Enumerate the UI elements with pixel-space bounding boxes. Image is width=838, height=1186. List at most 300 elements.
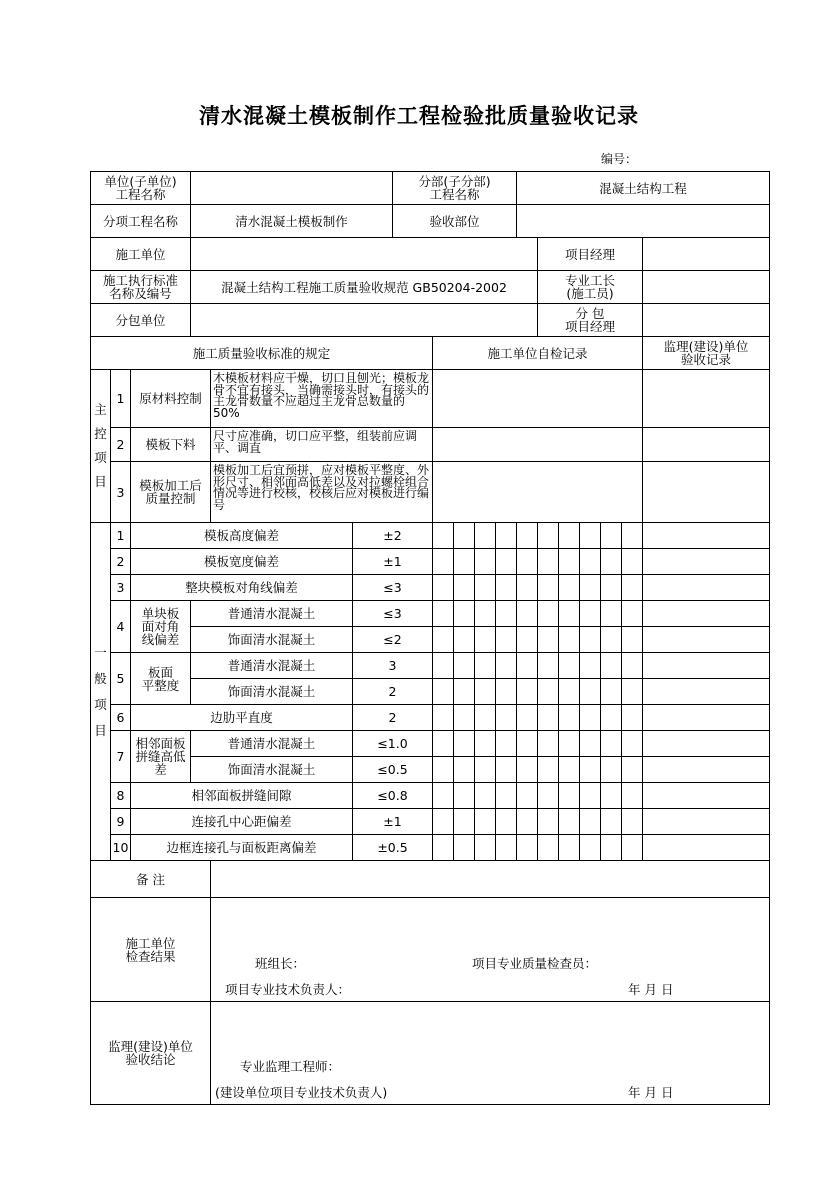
- general-tolerance: [352, 704, 433, 731]
- measurement-cell[interactable]: [474, 678, 496, 705]
- general-tolerance: [352, 600, 433, 627]
- measurement-cell[interactable]: [558, 782, 580, 809]
- general-tolerance: [352, 522, 433, 549]
- general-sub-name: [190, 652, 353, 679]
- measurement-cell[interactable]: [474, 704, 496, 731]
- main-item-no: [110, 461, 131, 523]
- measurement-cell[interactable]: [474, 522, 496, 549]
- measurement-cell[interactable]: [600, 756, 622, 783]
- measurement-cell[interactable]: [432, 756, 454, 783]
- item-project-label-text: 分项工程名称: [102, 213, 178, 229]
- column-supervision-text: 监理(建设)单位 验收记录: [663, 339, 749, 367]
- measurement-cell[interactable]: [495, 704, 517, 731]
- measurement-cell[interactable]: [474, 808, 496, 835]
- measurement-cell[interactable]: [558, 730, 580, 757]
- measurement-cell[interactable]: [600, 600, 622, 627]
- general-item-no: [110, 522, 131, 549]
- measurement-cell[interactable]: [495, 548, 517, 575]
- general-supervision-field[interactable]: [642, 730, 770, 757]
- supervision-result-label-text: 监理(建设)单位 验收结论: [108, 1039, 193, 1067]
- measurement-cell[interactable]: [495, 652, 517, 679]
- measurement-cell[interactable]: [558, 652, 580, 679]
- general-label: [90, 522, 111, 861]
- sub-division-field-text: 混凝土结构工程: [599, 180, 687, 196]
- project-manager-field[interactable]: [642, 237, 770, 271]
- measurement-cell[interactable]: [558, 808, 580, 835]
- main-supervision-field[interactable]: [642, 461, 770, 523]
- sub-manager-label: [537, 303, 643, 337]
- general-tolerance-text: ≤2: [383, 632, 402, 647]
- measurement-cell[interactable]: [453, 600, 475, 627]
- team-leader-label: 班组长：: [255, 956, 306, 971]
- general-item-name: [130, 574, 353, 601]
- measurement-cell[interactable]: [432, 600, 454, 627]
- main-self-check-field[interactable]: [432, 427, 643, 462]
- measurement-cell[interactable]: [537, 704, 559, 731]
- general-tolerance-text: 2: [388, 684, 397, 699]
- measurement-cell[interactable]: [516, 548, 538, 575]
- general-sub-name: [190, 730, 353, 757]
- general-tolerance-text: ±2: [383, 528, 402, 543]
- main-item-desc: [210, 369, 433, 428]
- measurement-cell[interactable]: [453, 782, 475, 809]
- measurement-cell[interactable]: [432, 782, 454, 809]
- measurement-cell[interactable]: [432, 522, 454, 549]
- general-supervision-field[interactable]: [642, 782, 770, 809]
- measurement-cell[interactable]: [432, 834, 454, 861]
- general-item-no-text: 8: [116, 788, 125, 803]
- general-tolerance: [352, 782, 433, 809]
- general-tolerance-text: ≤3: [383, 580, 402, 595]
- general-supervision-field[interactable]: [642, 704, 770, 731]
- measurement-cell[interactable]: [600, 522, 622, 549]
- subcontractor-label-text: 分包单位: [115, 312, 166, 328]
- measurement-cell[interactable]: [537, 548, 559, 575]
- supervision-engineer-label: 专业监理工程师：: [240, 1059, 341, 1074]
- measurement-cell[interactable]: [495, 782, 517, 809]
- unit-project-label: [90, 171, 191, 205]
- measurement-cell[interactable]: [558, 704, 580, 731]
- general-item-no: [110, 574, 131, 601]
- measurement-cell[interactable]: [579, 574, 601, 601]
- general-tolerance-text: ≤0.5: [377, 762, 408, 777]
- measurement-cell[interactable]: [516, 678, 538, 705]
- measurement-cell[interactable]: [600, 678, 622, 705]
- main-item-no-text: 3: [116, 484, 125, 500]
- remarks-label: [90, 860, 211, 898]
- acceptance-part-label-text: 验收部位: [429, 213, 480, 229]
- main-control-label: [90, 369, 111, 523]
- measurement-cell[interactable]: [516, 626, 538, 653]
- measurement-cell[interactable]: [516, 600, 538, 627]
- measurement-cell[interactable]: [453, 548, 475, 575]
- general-tolerance-text: ≤0.8: [377, 788, 408, 803]
- general-item-name-text: 整块模板对角线偏差: [185, 580, 298, 595]
- general-sub-name: [190, 626, 353, 653]
- remarks-field[interactable]: [210, 860, 770, 898]
- measurement-cell[interactable]: [453, 704, 475, 731]
- measurement-cell[interactable]: [621, 522, 643, 549]
- item-project-label: [90, 204, 191, 238]
- main-item-no-text: 1: [116, 391, 125, 406]
- general-tolerance: [352, 574, 433, 601]
- general-item-no-text: 6: [116, 710, 125, 725]
- sub-division-label: [392, 171, 517, 205]
- measurement-cell[interactable]: [432, 626, 454, 653]
- measurement-cell[interactable]: [453, 756, 475, 783]
- measurement-cell[interactable]: [453, 574, 475, 601]
- column-standard-text: 施工质量验收标准的规定: [192, 345, 331, 361]
- quality-inspector-label: 项目专业质量检查员：: [472, 956, 598, 971]
- general-tolerance: [352, 730, 433, 757]
- general-tolerance: [352, 652, 433, 679]
- general-item-no: [110, 652, 131, 705]
- general-tolerance-text: 2: [388, 710, 397, 725]
- sub-manager-field[interactable]: [642, 303, 770, 337]
- general-item-name: [130, 808, 353, 835]
- measurement-cell[interactable]: [432, 652, 454, 679]
- measurement-cell[interactable]: [579, 808, 601, 835]
- general-tolerance-text: ±0.5: [377, 840, 408, 855]
- measurement-cell[interactable]: [516, 756, 538, 783]
- general-item-no-text: 2: [116, 554, 125, 569]
- general-item-no: [110, 600, 131, 653]
- general-tolerance: [352, 808, 433, 835]
- measurement-cell[interactable]: [474, 834, 496, 861]
- main-item-desc-text: 尺寸应准确，切口应平整，组装前应调平、调直: [213, 429, 418, 455]
- column-self-check-text: 施工单位自检记录: [487, 345, 588, 361]
- measurement-cell[interactable]: [579, 756, 601, 783]
- main-item-desc-text: 木模板材料应干燥，切口且刨光；模板龙骨不宜有接头，当确需接头时，有接头的主龙骨数量不应超过主龙骨总数量的50%: [213, 371, 430, 420]
- measurement-cell[interactable]: [432, 730, 454, 757]
- measurement-cell[interactable]: [621, 756, 643, 783]
- measurement-cell[interactable]: [516, 522, 538, 549]
- measurement-cell[interactable]: [621, 600, 643, 627]
- measurement-cell[interactable]: [621, 808, 643, 835]
- general-supervision-field[interactable]: [642, 808, 770, 835]
- general-item-no: [110, 730, 131, 783]
- general-sub-name-text: 饰面清水混凝土: [227, 684, 316, 699]
- measurement-cell[interactable]: [579, 704, 601, 731]
- measurement-cell[interactable]: [558, 522, 580, 549]
- subcontractor-label: [90, 303, 191, 337]
- measurement-cell[interactable]: [579, 730, 601, 757]
- measurement-cell[interactable]: [558, 600, 580, 627]
- measurement-cell[interactable]: [579, 782, 601, 809]
- general-item-no: [110, 548, 131, 575]
- measurement-cell[interactable]: [537, 600, 559, 627]
- acceptance-part-field[interactable]: [516, 204, 770, 238]
- measurement-cell[interactable]: [621, 704, 643, 731]
- item-project-field[interactable]: [190, 204, 393, 238]
- main-control-label-text: 主 控 项 目: [94, 402, 107, 489]
- measurement-cell[interactable]: [537, 834, 559, 861]
- owner-tech-lead-label: (建设单位项目专业技术负责人): [215, 1085, 388, 1100]
- measurement-cell[interactable]: [600, 730, 622, 757]
- measurement-cell[interactable]: [621, 834, 643, 861]
- main-item-name: [130, 461, 211, 523]
- main-item-desc: [210, 461, 433, 523]
- unit-project-field[interactable]: [190, 171, 393, 205]
- measurement-cell[interactable]: [453, 678, 475, 705]
- measurement-cell[interactable]: [432, 548, 454, 575]
- measurement-cell[interactable]: [537, 678, 559, 705]
- supervision-result-label: [90, 1001, 211, 1105]
- general-item-no: [110, 808, 131, 835]
- measurement-cell[interactable]: [474, 756, 496, 783]
- general-sub-name: [190, 600, 353, 627]
- general-tolerance: [352, 548, 433, 575]
- general-item-no-text: 4: [116, 619, 125, 634]
- general-item-name-text: 单块板 面对角 线偏差: [141, 606, 180, 647]
- main-item-desc: [210, 427, 433, 462]
- measurement-cell[interactable]: [495, 730, 517, 757]
- general-item-no-text: 5: [116, 671, 125, 686]
- main-item-name: [130, 427, 211, 462]
- measurement-cell[interactable]: [495, 600, 517, 627]
- general-supervision-field[interactable]: [642, 678, 770, 705]
- measurement-cell[interactable]: [495, 756, 517, 783]
- construction-unit-field[interactable]: [190, 237, 538, 271]
- measurement-cell[interactable]: [516, 782, 538, 809]
- general-supervision-field[interactable]: [642, 522, 770, 549]
- general-tolerance: [352, 756, 433, 783]
- general-item-no-text: 7: [116, 749, 125, 764]
- measurement-cell[interactable]: [495, 574, 517, 601]
- general-item-name-text: 边肋平直度: [210, 710, 273, 725]
- measurement-cell[interactable]: [558, 548, 580, 575]
- measurement-cell[interactable]: [600, 548, 622, 575]
- measurement-cell[interactable]: [516, 808, 538, 835]
- measurement-cell[interactable]: [495, 678, 517, 705]
- foreman-field[interactable]: [642, 270, 770, 304]
- measurement-cell[interactable]: [600, 808, 622, 835]
- measurement-cell[interactable]: [516, 652, 538, 679]
- main-item-name-text: 模板加工后 质量控制: [139, 478, 202, 506]
- measurement-cell[interactable]: [537, 782, 559, 809]
- measurement-cell[interactable]: [621, 730, 643, 757]
- measurement-cell[interactable]: [600, 782, 622, 809]
- general-item-no-text: 1: [116, 528, 125, 543]
- measurement-cell[interactable]: [621, 782, 643, 809]
- general-sub-name-text: 普通清水混凝土: [227, 606, 316, 621]
- general-item-name: [130, 548, 353, 575]
- measurement-cell[interactable]: [516, 704, 538, 731]
- measurement-cell[interactable]: [579, 626, 601, 653]
- construction-unit-label-text: 施工单位: [115, 246, 166, 262]
- tech-lead-label: 项目专业技术负责人：: [225, 982, 351, 997]
- general-item-name-text: 边框连接孔与面板距离偏差: [166, 840, 317, 855]
- general-sub-name-text: 普通清水混凝土: [227, 658, 316, 673]
- measurement-cell[interactable]: [474, 600, 496, 627]
- measurement-cell[interactable]: [474, 626, 496, 653]
- measurement-cell[interactable]: [432, 678, 454, 705]
- measurement-cell[interactable]: [600, 704, 622, 731]
- measurement-cell[interactable]: [600, 652, 622, 679]
- general-label-text: 一 般 项 目: [94, 645, 107, 738]
- measurement-cell[interactable]: [453, 522, 475, 549]
- general-tolerance-text: 3: [388, 658, 397, 673]
- main-item-name-text: 原材料控制: [139, 391, 202, 406]
- measurement-cell[interactable]: [495, 522, 517, 549]
- measurement-cell[interactable]: [600, 574, 622, 601]
- general-tolerance: [352, 834, 433, 861]
- unit-project-label-text: 单位(子单位) 工程名称: [104, 174, 177, 202]
- measurement-cell[interactable]: [453, 834, 475, 861]
- general-item-name-text: 相邻面板拼缝间隙: [191, 788, 292, 803]
- measurement-cell[interactable]: [537, 808, 559, 835]
- construction-result-label-text: 施工单位 检查结果: [125, 935, 176, 964]
- general-item-name-text: 模板宽度偏差: [203, 554, 279, 569]
- general-item-name: [130, 834, 353, 861]
- measurement-cell[interactable]: [474, 730, 496, 757]
- measurement-cell[interactable]: [453, 626, 475, 653]
- measurement-cell[interactable]: [558, 834, 580, 861]
- general-item-name-text: 连接孔中心距偏差: [191, 814, 292, 829]
- measurement-cell[interactable]: [516, 574, 538, 601]
- general-sub-name-text: 普通清水混凝土: [227, 736, 316, 751]
- measurement-cell[interactable]: [474, 652, 496, 679]
- general-item-no: [110, 782, 131, 809]
- general-item-name: [130, 730, 191, 783]
- measurement-cell[interactable]: [495, 626, 517, 653]
- main-self-check-field[interactable]: [432, 461, 643, 523]
- measurement-cell[interactable]: [621, 574, 643, 601]
- measurement-cell[interactable]: [495, 834, 517, 861]
- general-tolerance-text: ≤1.0: [377, 736, 408, 751]
- general-tolerance-text: ≤3: [383, 606, 402, 621]
- measurement-cell[interactable]: [453, 730, 475, 757]
- general-tolerance: [352, 626, 433, 653]
- main-supervision-field[interactable]: [642, 427, 770, 462]
- general-item-no: [110, 704, 131, 731]
- measurement-cell[interactable]: [537, 626, 559, 653]
- measurement-cell[interactable]: [474, 548, 496, 575]
- general-item-name-text: 板面 平整度: [141, 664, 180, 693]
- measurement-cell[interactable]: [432, 574, 454, 601]
- subcontractor-field[interactable]: [190, 303, 538, 337]
- main-item-name-text: 模板下料: [145, 437, 196, 452]
- measurement-cell[interactable]: [579, 678, 601, 705]
- column-self-check: [432, 336, 643, 370]
- standard-label-text: 施工执行标准 名称及编号: [102, 273, 178, 301]
- measurement-cell[interactable]: [558, 678, 580, 705]
- general-item-no-text: 3: [116, 580, 125, 595]
- measurement-cell[interactable]: [516, 834, 538, 861]
- measurement-cell[interactable]: [453, 652, 475, 679]
- item-project-field-text: 清水混凝土模板制作: [235, 213, 348, 229]
- measurement-cell[interactable]: [537, 522, 559, 549]
- foreman-label-text: 专业工长 (施工员): [564, 273, 615, 301]
- standard-field[interactable]: [190, 270, 538, 304]
- measurement-cell[interactable]: [579, 522, 601, 549]
- measurement-cell[interactable]: [579, 548, 601, 575]
- general-supervision-field[interactable]: [642, 548, 770, 575]
- main-item-no: [110, 369, 131, 428]
- measurement-cell[interactable]: [537, 730, 559, 757]
- acceptance-part-label: [392, 204, 517, 238]
- sub-division-label-text: 分部(子分部) 工程名称: [418, 174, 491, 202]
- main-item-desc-text: 模板加工后宜预拼，应对模板平整度、外形尺寸、相邻面高低差以及对拉螺栓组合情况等进行校核，校核后应对模板进行编号: [213, 463, 430, 512]
- general-supervision-field[interactable]: [642, 756, 770, 783]
- measurement-cell[interactable]: [621, 548, 643, 575]
- measurement-cell[interactable]: [579, 652, 601, 679]
- general-item-name: [130, 704, 353, 731]
- project-manager-label-text: 项目经理: [564, 246, 615, 262]
- general-item-no-text: 10: [112, 840, 129, 855]
- general-tolerance: [352, 678, 433, 705]
- sub-manager-label-text: 分 包 项目经理: [564, 306, 615, 334]
- measurement-cell[interactable]: [600, 626, 622, 653]
- measurement-cell[interactable]: [558, 574, 580, 601]
- general-item-name-text: 相邻面板 拼缝高低 差: [135, 736, 186, 777]
- general-sub-name-text: 饰面清水混凝土: [227, 632, 316, 647]
- serial-number-label: 编号：: [601, 152, 638, 166]
- measurement-cell[interactable]: [453, 808, 475, 835]
- general-item-name: [130, 522, 353, 549]
- measurement-cell[interactable]: [474, 574, 496, 601]
- standard-label: [90, 270, 191, 304]
- measurement-cell[interactable]: [621, 626, 643, 653]
- general-supervision-field[interactable]: [642, 574, 770, 601]
- general-supervision-field[interactable]: [642, 652, 770, 679]
- construction-unit-label: [90, 237, 191, 271]
- general-supervision-field[interactable]: [642, 600, 770, 627]
- main-item-no: [110, 427, 131, 462]
- measurement-cell[interactable]: [537, 574, 559, 601]
- measurement-cell[interactable]: [516, 730, 538, 757]
- column-supervision: [642, 336, 770, 370]
- measurement-cell[interactable]: [621, 678, 643, 705]
- general-supervision-field[interactable]: [642, 626, 770, 653]
- main-item-name: [130, 369, 211, 428]
- measurement-cell[interactable]: [600, 834, 622, 861]
- project-manager-label: [537, 237, 643, 271]
- foreman-label: [537, 270, 643, 304]
- measurement-cell[interactable]: [495, 808, 517, 835]
- measurement-cell[interactable]: [558, 626, 580, 653]
- general-sub-name: [190, 756, 353, 783]
- general-supervision-field[interactable]: [642, 834, 770, 861]
- sub-division-field[interactable]: [516, 171, 770, 205]
- main-supervision-field[interactable]: [642, 369, 770, 428]
- construction-result-label: [90, 897, 211, 1002]
- measurement-cell[interactable]: [621, 652, 643, 679]
- main-self-check-field[interactable]: [432, 369, 643, 428]
- column-standard: [90, 336, 433, 370]
- general-item-name-text: 模板高度偏差: [203, 528, 279, 543]
- measurement-cell[interactable]: [579, 600, 601, 627]
- general-item-no: [110, 834, 131, 861]
- main-item-no-text: 2: [116, 437, 125, 452]
- general-tolerance-text: ±1: [383, 814, 402, 829]
- standard-field-text: 混凝土结构工程施工质量验收规范 GB50204-2002: [221, 279, 507, 295]
- general-item-name: [130, 782, 353, 809]
- general-item-name: [130, 600, 191, 653]
- measurement-cell[interactable]: [474, 782, 496, 809]
- measurement-cell[interactable]: [432, 808, 454, 835]
- general-tolerance-text: ±1: [383, 554, 402, 569]
- measurement-cell[interactable]: [432, 704, 454, 731]
- general-sub-name-text: 饰面清水混凝土: [227, 762, 316, 777]
- general-item-name: [130, 652, 191, 705]
- measurement-cell[interactable]: [537, 756, 559, 783]
- general-sub-name: [190, 678, 353, 705]
- measurement-cell[interactable]: [537, 652, 559, 679]
- measurement-cell[interactable]: [579, 834, 601, 861]
- measurement-cell[interactable]: [558, 756, 580, 783]
- remarks-label-text: 备 注: [136, 871, 165, 887]
